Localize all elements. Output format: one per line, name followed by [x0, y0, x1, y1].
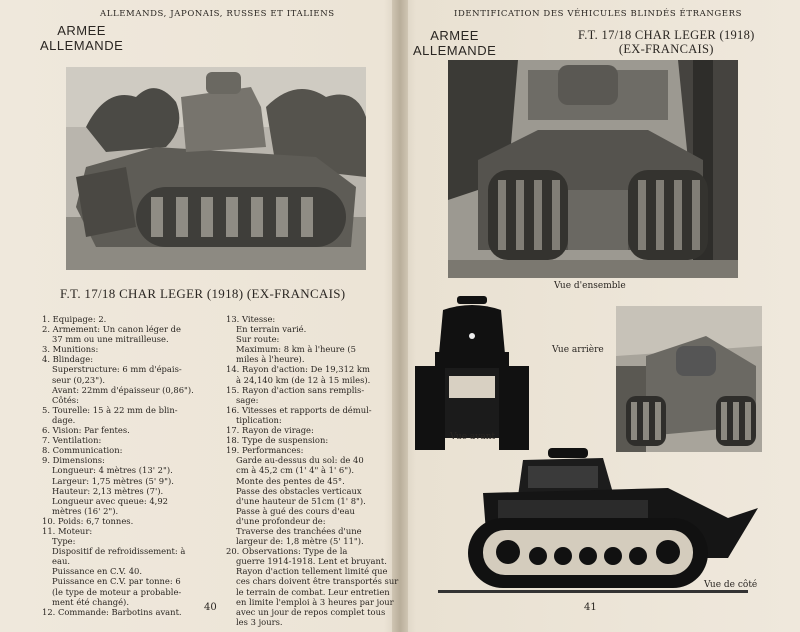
spec-line: 13. Vitesse: — [226, 314, 276, 324]
spec-line: Sur route: — [236, 334, 280, 345]
spec-line: 20. Observations: Type de la — [226, 546, 348, 557]
caption-rear: Vue arrière — [552, 345, 604, 355]
spec-line: 6. Vision: Par fentes. — [42, 425, 130, 436]
left-page — [0, 0, 399, 632]
spec-line: Longueur: 4 mètres (13' 2"). — [52, 465, 173, 476]
spec-line: 9. Dimensions: — [42, 455, 105, 466]
left-tank-title: F.T. 17/18 CHAR LEGER (1918) (EX-FRANCAIS) — [60, 286, 346, 301]
caption-front: Vue avant — [450, 432, 496, 442]
left-running-head: ALLEMANDS, JAPONAIS, RUSSES ET ITALIENS — [100, 9, 335, 19]
spec-line: mètres (16' 2"). — [52, 505, 119, 516]
spec-line: 4. Blindage: — [42, 354, 94, 365]
right-title-line2: (EX-FRANCAIS) — [618, 42, 714, 56]
spec-line: avec un jour de repos complet tous — [236, 606, 386, 617]
spec-line: Passe des obstacles verticaux — [236, 485, 362, 496]
caption-overview: Vue d'ensemble — [554, 281, 626, 291]
spec-line: 7. Ventilation: — [42, 435, 102, 446]
spec-line: Largeur: 1,75 mètres (5' 9"). — [52, 475, 174, 486]
front-view-silhouette — [413, 296, 531, 450]
spec-line: 18. Type de suspension: — [226, 435, 329, 446]
book-gutter — [392, 0, 408, 632]
spec-line: Type: — [52, 536, 76, 547]
spec-line: 37 mm ou une mitrailleuse. — [52, 334, 169, 345]
right-page-number: 41 — [584, 602, 597, 613]
tank-photo-left — [66, 67, 366, 270]
right-army-line2: ALLEMANDE — [413, 43, 497, 58]
spec-line: Passe à gué des cours d'eau — [236, 505, 355, 516]
spec-line: Avant: 22mm d'épaisseur (0,86"). — [52, 384, 194, 395]
spec-line: Superstructure: 6 mm d'épais- — [52, 364, 182, 375]
spec-line: en limite l'emploi à 3 heures par jour — [236, 596, 394, 607]
left-army-label — [40, 23, 123, 53]
spec-line: tiplication: — [236, 414, 282, 425]
spec-line: Côtés: — [52, 394, 79, 405]
right-title-line1: F.T. 17/18 CHAR LEGER (1918) — [578, 28, 755, 42]
spec-line: 8. Communication: — [42, 445, 123, 456]
spec-line: Traverse des tranchées d'une — [236, 525, 362, 536]
spec-line: cm à 45,2 cm (1' 4" à 1' 6"). — [236, 465, 355, 476]
right-page — [408, 0, 800, 632]
right-tank-title — [578, 28, 755, 56]
spec-line: dage. — [52, 414, 76, 425]
spec-line: le terrain de combat. Leur entretien — [236, 586, 390, 597]
spec-line: 2. Armement: Un canon léger de — [42, 324, 181, 335]
spec-line: seur (0,23"). — [52, 374, 106, 385]
spec-line: ment été changé). — [52, 596, 129, 607]
spec-line: d'une profondeur de: — [236, 515, 326, 526]
spec-line: Longueur avec queue: 4,92 — [52, 495, 168, 506]
spec-line: ces chars doivent être transportés sur — [236, 576, 399, 587]
spec-line: sage: — [236, 394, 259, 405]
spec-line: (le type de moteur a probable- — [52, 586, 182, 597]
spec-line: à 24,140 km (de 12 à 15 miles). — [236, 374, 371, 385]
left-page-number: 40 — [204, 602, 217, 613]
spec-line: 19. Performances: — [226, 445, 304, 456]
spec-line: 11. Moteur: — [42, 525, 93, 536]
spec-line: 16. Vitesses et rapports de démul- — [226, 404, 372, 415]
spec-line: Monte des pentes de 45°. — [236, 475, 345, 486]
right-army-line1: ARMEE — [430, 28, 479, 43]
spec-line: Rayon d'action tellement limité que — [236, 566, 388, 577]
left-army-line1: ARMEE — [57, 23, 106, 38]
tank-photo-rear — [616, 306, 762, 452]
spec-line: Maximum: 8 km à l'heure (5 — [236, 344, 356, 355]
spec-line: 12. Commande: Barbotins avant. — [42, 606, 182, 617]
spec-line: les 3 jours. — [236, 616, 283, 627]
spec-line: Puissance en C.V. 40. — [52, 566, 143, 577]
right-army-label — [413, 28, 496, 58]
spec-line: 17. Rayon de virage: — [226, 425, 314, 436]
spec-line: guerre 1914-1918. Lent et bruyant. — [236, 556, 387, 567]
caption-side: Vue de côté — [704, 580, 758, 590]
right-running-head: IDENTIFICATION DES VÉHICULES BLINDÉS ÉTRANGERS — [454, 9, 743, 19]
spec-line: En terrain varié. — [236, 324, 307, 335]
spec-line: 3. Munitions: — [42, 344, 99, 355]
spec-column-2 — [218, 314, 399, 627]
spec-line: eau. — [52, 556, 71, 567]
spec-line: 1. Equipage: 2. — [42, 314, 107, 324]
left-army-line2: ALLEMANDE — [40, 38, 124, 53]
spec-line: d'une hauteur de 51cm (1' 8"). — [236, 495, 366, 506]
side-view-drawing — [428, 448, 758, 594]
spec-line: Puissance en C.V. par tonne: 6 — [52, 576, 181, 587]
spec-line: Hauteur: 2,13 mètres (7'). — [52, 485, 164, 496]
spec-line: Dispositif de refroidissement: à — [52, 546, 186, 557]
spec-line: 10. Poids: 6,7 tonnes. — [42, 515, 134, 526]
spec-line: 5. Tourelle: 15 à 22 mm de blin- — [42, 404, 178, 415]
spec-line: 14. Rayon d'action: De 19,312 km — [226, 364, 370, 375]
spec-line: miles à l'heure). — [236, 354, 305, 365]
spec-column-1 — [34, 314, 210, 617]
spec-line: 15. Rayon d'action sans remplis- — [226, 384, 365, 395]
spec-line: largeur de: 1,8 mètre (5' 11"). — [236, 536, 364, 547]
spec-line: Garde au-dessus du sol: de 40 — [236, 455, 364, 466]
tank-photo-overview — [448, 60, 738, 278]
